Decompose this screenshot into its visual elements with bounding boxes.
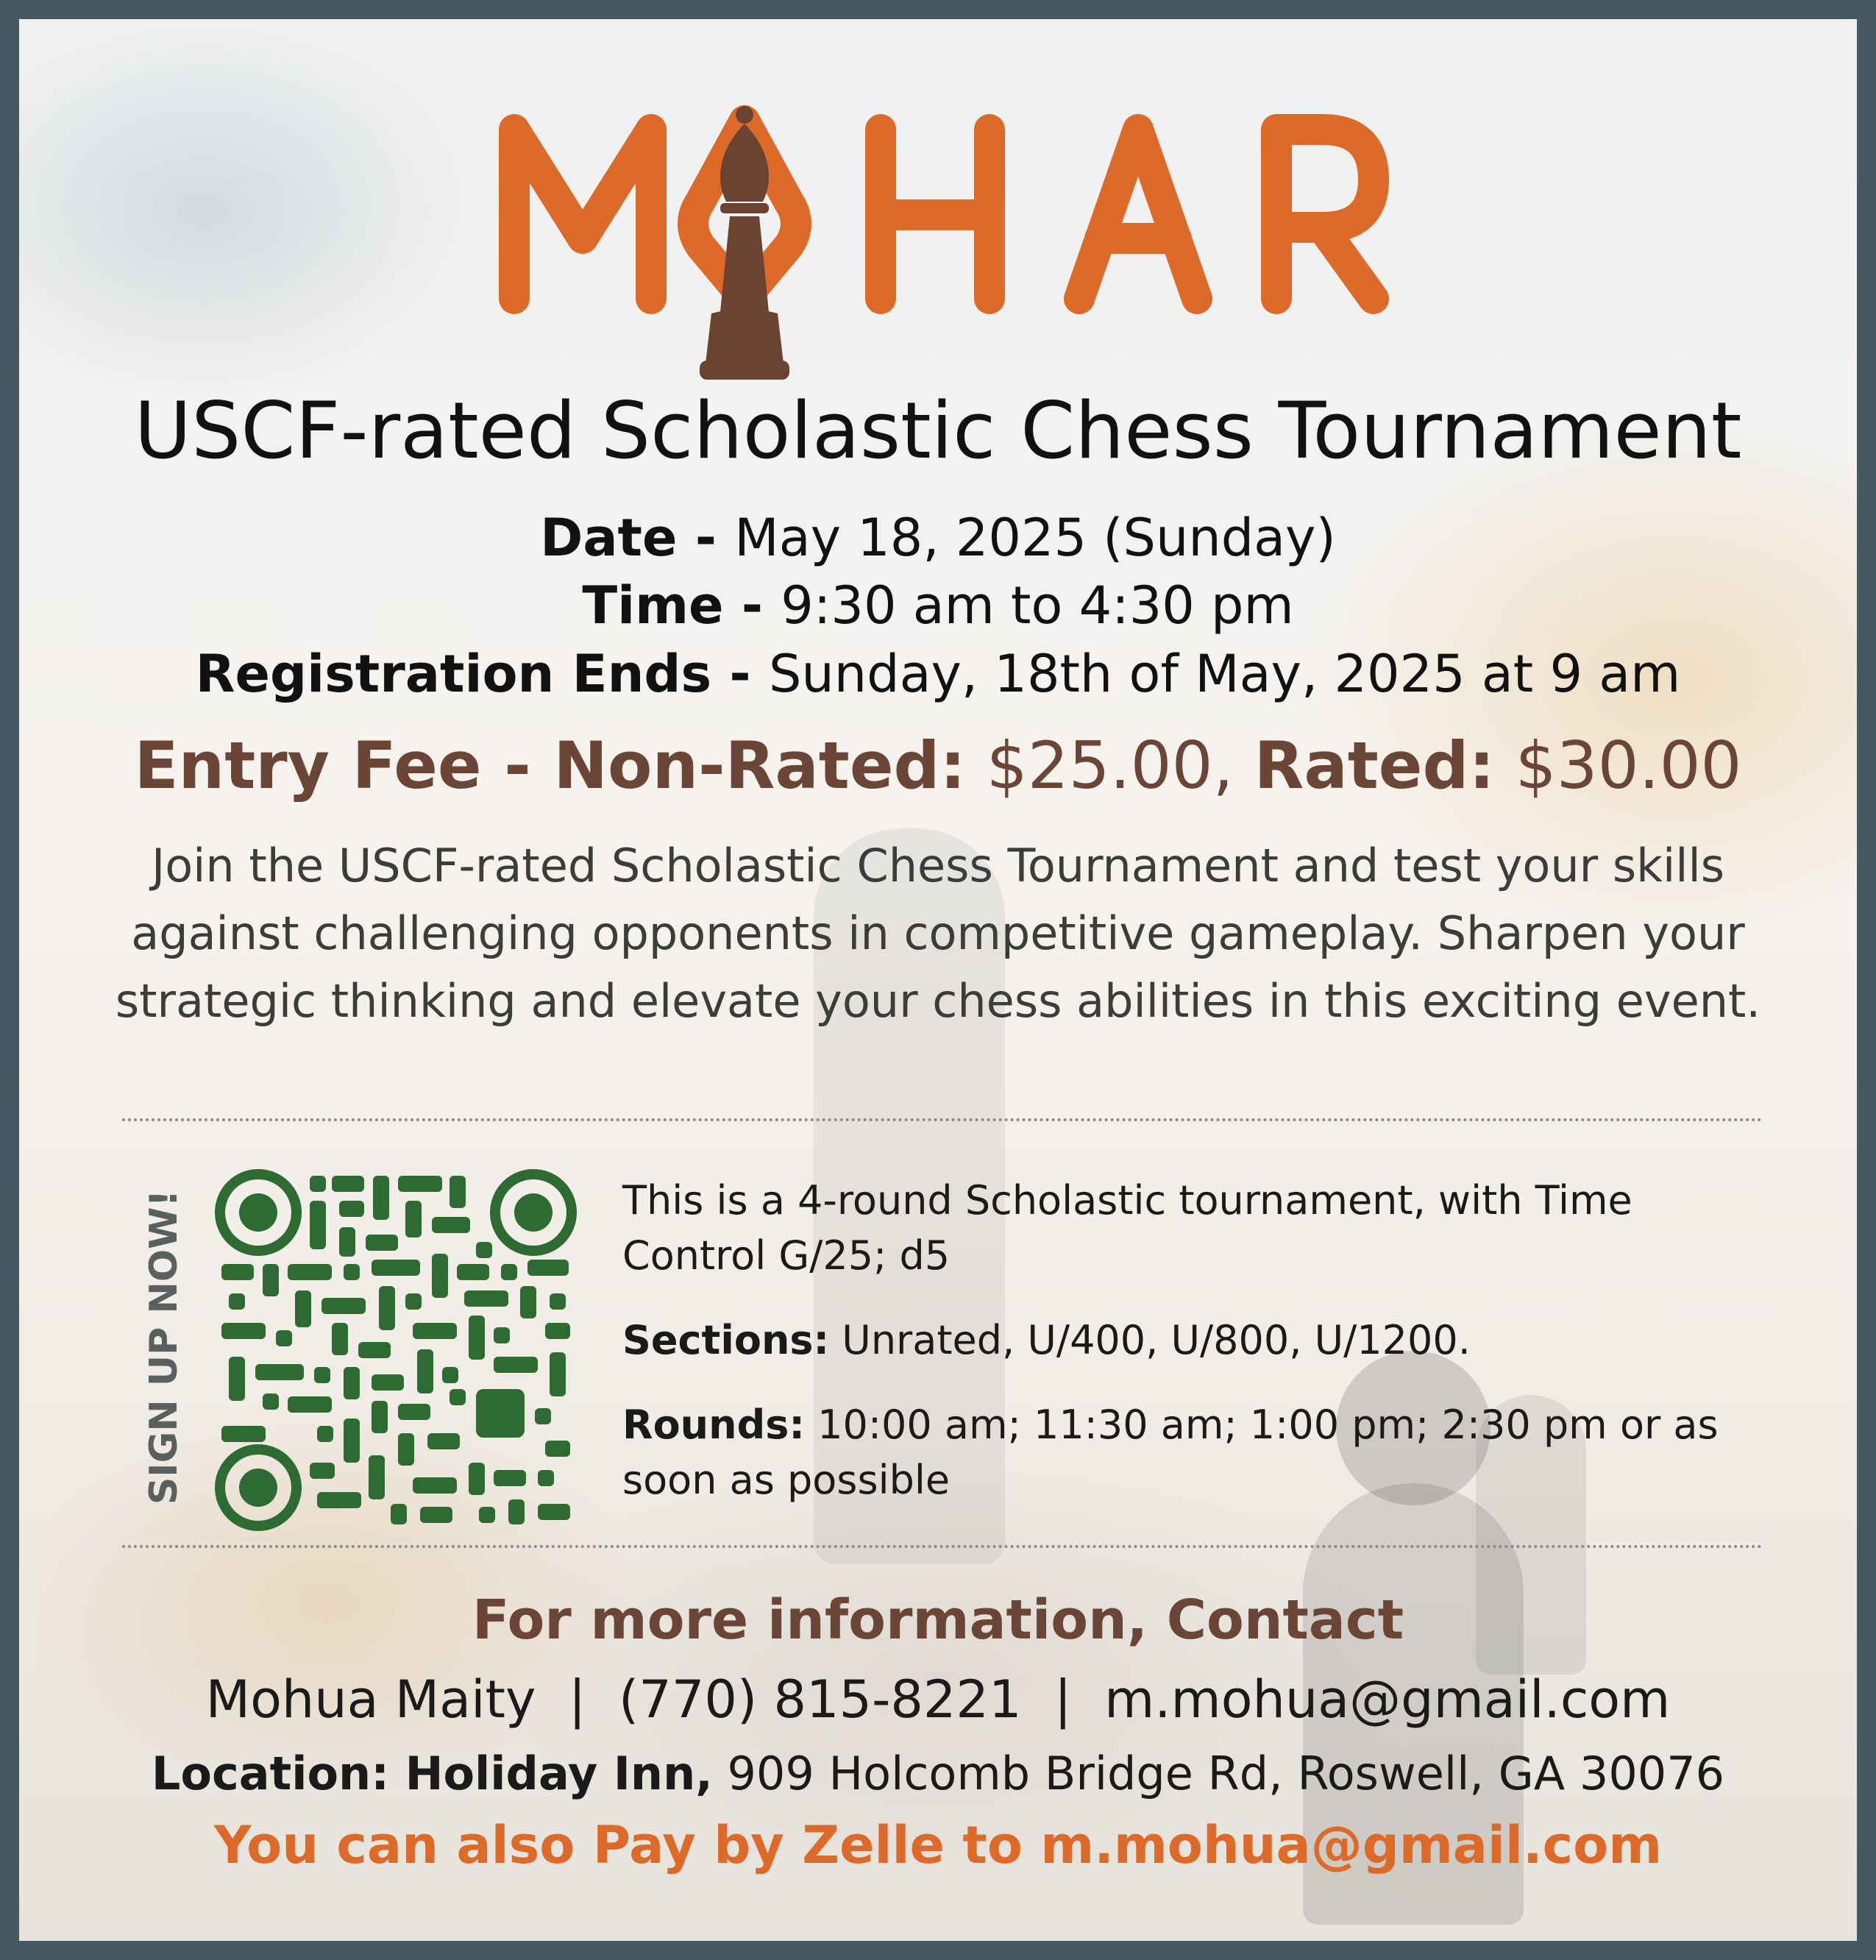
date-label: Date - (540, 508, 735, 568)
page-title: USCF-rated Scholastic Chess Tournament (134, 386, 1742, 476)
registration-label: Registration Ends - (195, 644, 769, 704)
location-address: 909 Holcomb Bridge Rd, Roswell, GA 30076 (712, 1747, 1725, 1800)
non-rated-value: $25.00 (965, 728, 1213, 803)
logo-letter-h (881, 129, 989, 299)
time-line (19, 572, 1857, 639)
date-line (19, 505, 1857, 571)
divider-top (122, 1118, 1763, 1121)
tournament-sections (622, 1313, 1741, 1368)
tournament-format: This is a 4-round Scholastic tournament, with Time Control G/25; d5 (622, 1177, 1632, 1279)
registration-value: Sunday, 18th of May, 2025 at 9 am (768, 644, 1681, 704)
entry-fee-label: Entry Fee - (134, 728, 554, 803)
divider-bottom (122, 1545, 1763, 1548)
contact-name: Mohua Maity (205, 1669, 536, 1730)
rated-label: Rated: (1254, 728, 1495, 803)
description: Join the USCF-rated Scholastic Chess Tournament and test your skills against challenging opponents in competitive gameplay. Sharpen your strategic thinking and elevate your chess abilities in this exciting event. (115, 839, 1761, 1028)
rounds-value: 10:00 am; 11:30 am; 1:00 pm; 2:30 pm or as soon as possible (622, 1402, 1719, 1503)
contact-heading: For more information, Contact (472, 1588, 1404, 1652)
registration-line (19, 641, 1857, 707)
tournament-details (622, 1173, 1741, 1537)
date-value: May 18, 2025 (Sunday) (734, 508, 1336, 568)
logo-letter-a (1079, 129, 1197, 299)
rated-value: $30.00 (1494, 728, 1742, 803)
contact-phone[interactable]: (770) 815-8221 (618, 1669, 1022, 1730)
tournament-rounds (622, 1397, 1741, 1508)
fee-separator: , (1212, 728, 1254, 803)
time-label: Time - (582, 575, 781, 636)
qr-code-icon[interactable] (214, 1168, 578, 1532)
location-venue: Holiday Inn, (388, 1747, 713, 1800)
sections-label: Sections: (622, 1317, 830, 1363)
contact-line (19, 1664, 1857, 1735)
rounds-label: Rounds: (622, 1402, 805, 1448)
contact-separator: | (536, 1669, 619, 1730)
entry-fee-line (19, 725, 1857, 806)
sign-up-label: SIGN UP NOW! (142, 1189, 186, 1505)
contact-email[interactable]: m.mohua@gmail.com (1104, 1669, 1671, 1730)
mohar-logo (498, 99, 1407, 386)
poster (19, 19, 1857, 1941)
time-value: 9:30 am to 4:30 pm (781, 575, 1294, 636)
contact-separator: | (1021, 1669, 1105, 1730)
location-line (19, 1741, 1857, 1807)
logo-letter-m (514, 129, 651, 299)
logo-letter-r (1276, 129, 1374, 299)
location-label: Location: (151, 1747, 389, 1800)
sections-value: Unrated, U/400, U/800, U/1200. (829, 1317, 1471, 1363)
zelle-payment-line: You can also Pay by Zelle to m.mohua@gmail.com (213, 1815, 1663, 1875)
non-rated-label: Non-Rated: (553, 728, 966, 803)
